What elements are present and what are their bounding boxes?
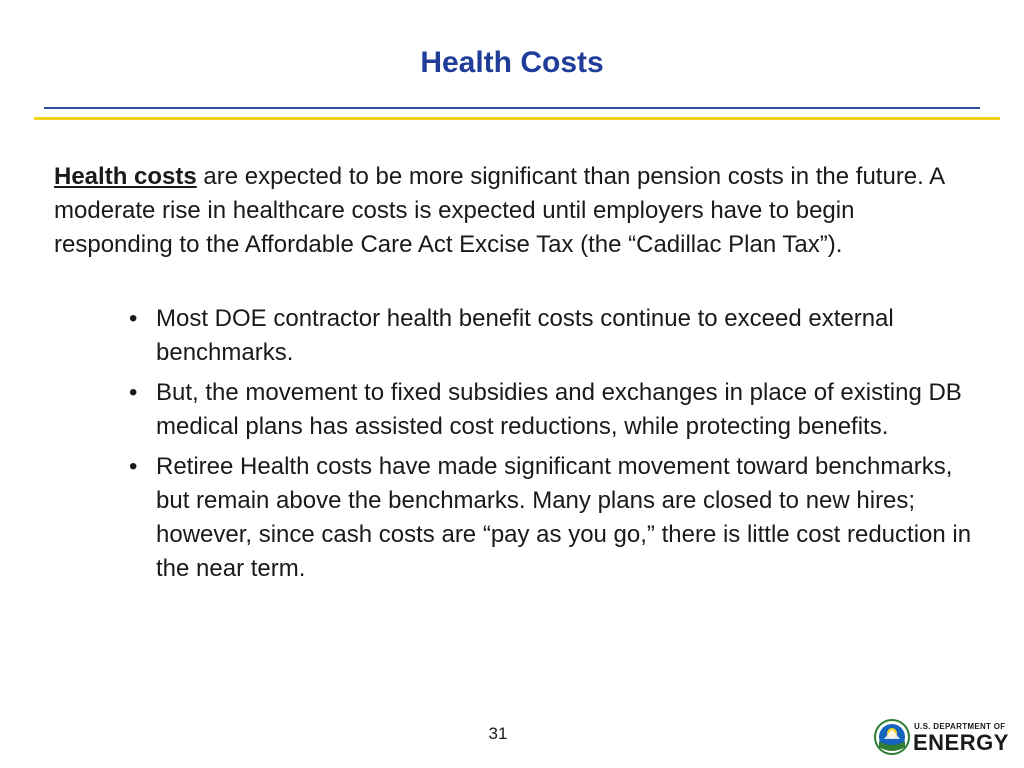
logo-small-text: U.S. DEPARTMENT OF bbox=[914, 722, 1006, 731]
intro-lead-term: Health costs bbox=[54, 163, 197, 190]
intro-paragraph bbox=[54, 160, 974, 262]
doe-seal-icon bbox=[874, 719, 910, 755]
page-number: 31 bbox=[488, 724, 508, 743]
bullet-icon: • bbox=[129, 379, 138, 406]
logo-big-text: ENERGY bbox=[913, 730, 1009, 755]
title-divider-yellow bbox=[34, 117, 1000, 120]
bullet-item bbox=[127, 376, 987, 444]
bullet-icon: • bbox=[129, 453, 138, 480]
bullet-item bbox=[127, 302, 987, 370]
bullet-text: But, the movement to fixed subsidies and exchanges in place of existing DB medical plans has assisted cost reductions, while protecting benefits. bbox=[156, 379, 962, 440]
bullet-text: Retiree Health costs have made significant movement toward benchmarks, but remain above the benchmarks. Many plans are closed to new hires; however, since cash costs are “pay as you go,” there is little cost reduction in the near term. bbox=[156, 453, 972, 582]
bullet-text: Most DOE contractor health benefit costs continue to exceed external benchmarks. bbox=[156, 305, 894, 366]
bullet-icon: • bbox=[129, 305, 138, 332]
intro-body: are expected to be more significant than pension costs in the future. A moderate rise in healthcare costs is expected until employers have to begin responding to the Affordable Care Act Excise Tax (the “Cadillac Plan Tax”). bbox=[54, 163, 944, 258]
bullet-item bbox=[127, 450, 987, 586]
title-divider-blue bbox=[44, 107, 980, 109]
doe-logo bbox=[874, 718, 1009, 758]
slide-title: Health Costs bbox=[420, 46, 604, 79]
bullet-list bbox=[127, 302, 987, 592]
